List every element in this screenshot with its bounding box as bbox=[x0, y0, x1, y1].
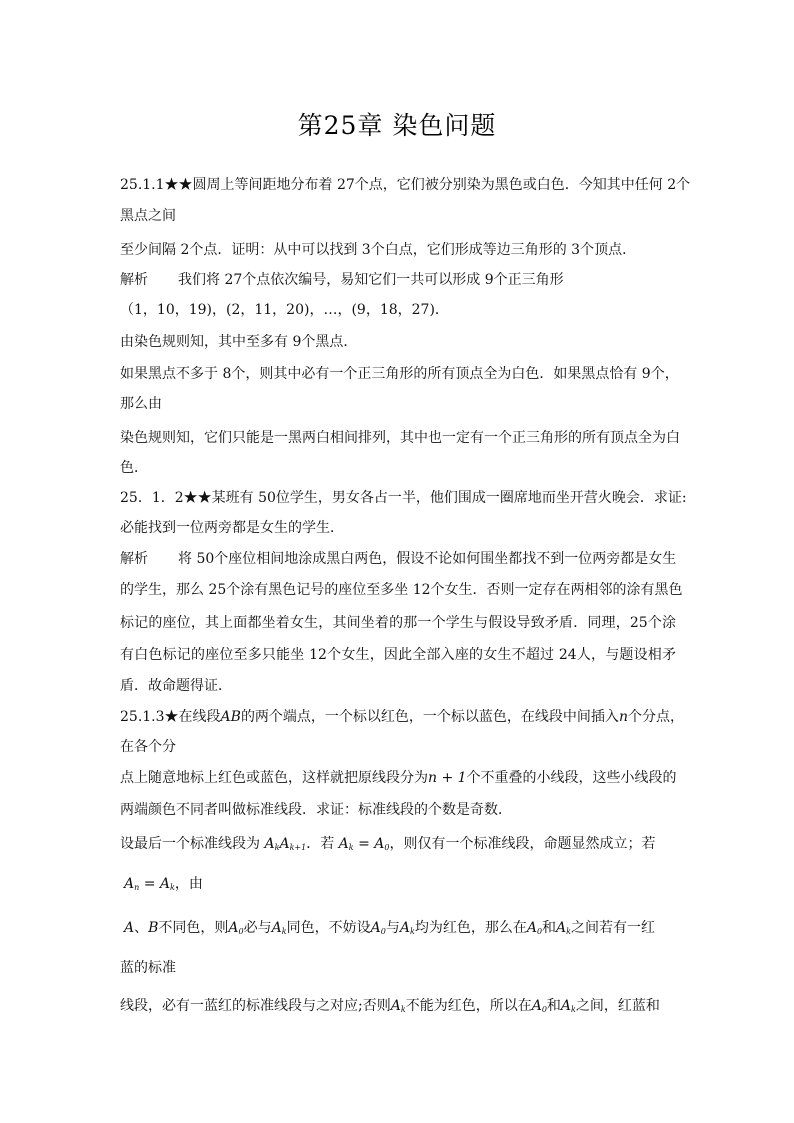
text-run: ，由 bbox=[174, 876, 203, 892]
text-run: ．若 bbox=[306, 836, 335, 852]
math-Ak: $A_k$ bbox=[271, 920, 287, 936]
math-Ak-eq-A0: $A_k = A_0$ bbox=[338, 836, 390, 852]
problem-1-line-10: 色． bbox=[120, 460, 148, 476]
problem-3-line-2: 在各个分 bbox=[120, 739, 176, 755]
problem-3-line-1 bbox=[120, 707, 684, 727]
problem-3-line-3 bbox=[120, 768, 677, 788]
problem-1-line-2: 黑点之间 bbox=[120, 208, 176, 224]
math-A0: $A_0$ bbox=[228, 920, 244, 936]
math-AkAk1: $A_kA_{k+1}$ bbox=[264, 836, 307, 852]
math-n: n bbox=[618, 709, 628, 725]
math-n-plus-1: n + 1 bbox=[428, 770, 467, 786]
problem-1-line-7: 如果黑点不多于 8个，则其中必有一个正三角形的所有顶点全为白色．如果黑点恰有 9个， bbox=[120, 366, 679, 382]
text-run: ，则仅有一个标准线段，命题显然成立；若 bbox=[389, 836, 656, 852]
solution-tag: 解析 bbox=[120, 551, 148, 567]
math-A: A bbox=[124, 920, 135, 936]
problem-1-line-4: 我们将 27个点依次编号，易知它们一共可以形成 9个正三角形 bbox=[178, 272, 564, 288]
problem-3-line-5 bbox=[120, 834, 655, 854]
solution-tag: 解析 bbox=[120, 272, 148, 288]
problem-2-line-4: 的学生，那么 25个涂有黑色记号的座位至多坐 12个女生．否则一定存在两相邻的涂有黑色 bbox=[120, 582, 683, 598]
text-run: 个不重叠的小线段，这些小线段的 bbox=[466, 770, 677, 786]
text-run: 设最后一个标准线段为 bbox=[120, 836, 260, 852]
problem-3-line-6 bbox=[124, 874, 203, 894]
math-A0: $A_0$ bbox=[526, 920, 543, 936]
math-Ak: $A_k$ bbox=[399, 920, 415, 936]
problem-2-line-5: 标记的座位，其上面都坐着女生，其间坐着的那一个学生与假设导致矛盾．同理，25个涂 bbox=[120, 615, 676, 631]
problem-2-line-7: 盾．故命题得证． bbox=[120, 678, 232, 694]
problem-1-line-9: 染色规则知，它们只能是一黑两白相间排列，其中也一定有一个正三角形的所有顶点全为白 bbox=[120, 430, 680, 446]
problem-2-line-6: 有白色标记的座位至多只能坐 12个女生，因此全部入座的女生不超过 24人，与题设相矛 bbox=[120, 647, 676, 663]
problem-3-line-7: A、B不同色，则$A_0$必与$A_k$同色，不妨设$A_0$与$A_k$均为红色，那么在$A_0$和$A_k$之间若有一红 bbox=[124, 920, 656, 936]
text-run: 个分点， bbox=[627, 709, 684, 725]
math-A0: $A_0$ bbox=[531, 998, 547, 1014]
math-B: B bbox=[148, 920, 159, 936]
text-run: 25.1.3★在线段 bbox=[120, 709, 221, 725]
problem-2-solution-line bbox=[120, 549, 676, 569]
problem-1-line-3: 至少间隔 2个点．证明：从中可以找到 3个白点，它们形成等边三角形的 3个顶点． bbox=[120, 242, 637, 258]
math-Ak: $A_k$ bbox=[560, 998, 576, 1014]
problem-1-line-8: 那么由 bbox=[120, 396, 162, 412]
text-run: 的两个端点，一个标以红色，一个标以蓝色，在线段中间插入 bbox=[240, 709, 619, 725]
math-Ak: $A_k$ bbox=[390, 998, 406, 1014]
problem-2-line-3: 将 50个座位相间地涂成黑白两色，假设不论如何围坐都找不到一位两旁都是女生 bbox=[178, 551, 677, 567]
problem-3-line-9: 线段，必有一蓝红的标准线段与之对应;否则$A_k$不能为红色，所以在$A_0$和$A_k$之间，红蓝和 bbox=[120, 998, 660, 1014]
problem-3-line-4: 两端颜色不同者叫做标准线段．求证：标准线段的个数是奇数． bbox=[120, 802, 512, 818]
problem-2-line-2: 必能找到一位两旁都是女生的学生． bbox=[120, 520, 344, 536]
problem-1-line-1: 25.1.1★★圆周上等间距地分布着 27个点，它们被分别染为黑色或白色．今知其中任何 2个 bbox=[120, 177, 691, 193]
problem-1-solution-line bbox=[120, 270, 564, 290]
text-run: 点上随意地标上红色或蓝色，这样就把原线段分为 bbox=[120, 770, 428, 786]
math-An-eq-Ak: $A_n = A_k$ bbox=[124, 876, 175, 892]
problem-1-line-5: （1，10，19)，(2，11，20)，…，(9，18，27)． bbox=[120, 302, 449, 318]
math-AB: AB bbox=[220, 709, 241, 725]
math-A0: $A_0$ bbox=[370, 920, 386, 936]
math-Ak: $A_k$ bbox=[556, 920, 572, 936]
chapter-title: 第25章 染色问题 bbox=[297, 111, 497, 140]
problem-1-line-6: 由染色规则知，其中至多有 9个黑点． bbox=[120, 334, 358, 350]
problem-3-line-8: 蓝的标准 bbox=[120, 960, 176, 976]
problem-2-line-1: 25．1．2★★某班有 50位学生，男女各占一半，他们围成一圈席地而坐开营火晚会．求证: bbox=[120, 490, 687, 506]
